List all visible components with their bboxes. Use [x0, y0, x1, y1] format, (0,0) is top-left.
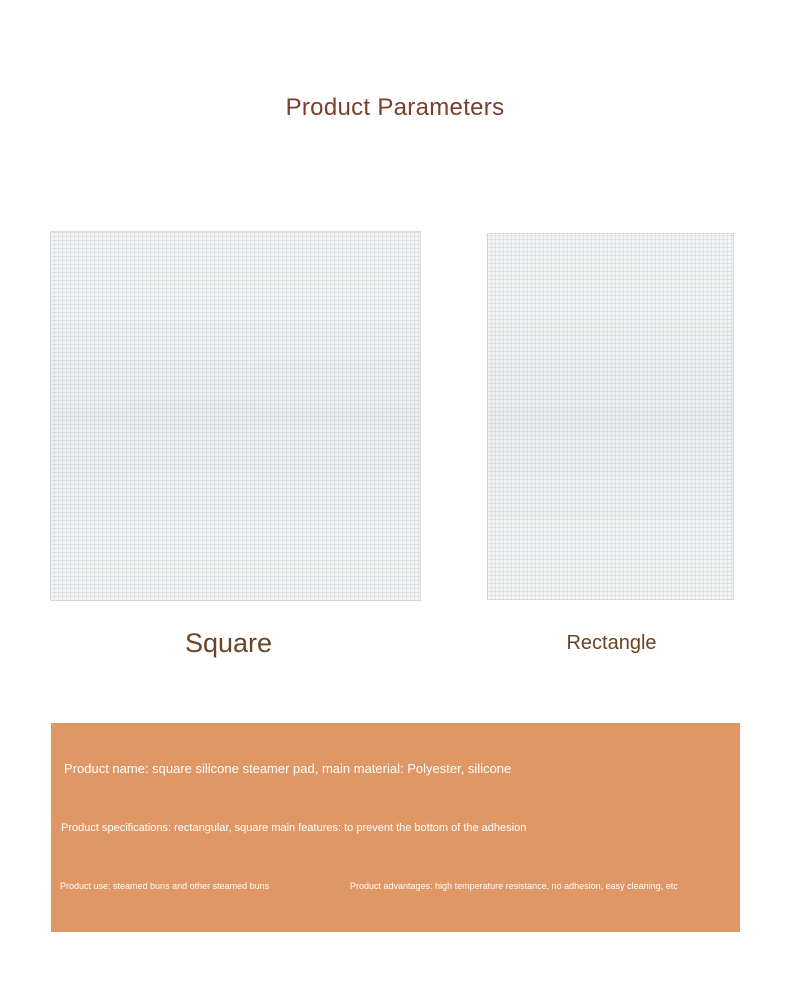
page-title: Product Parameters [285, 94, 505, 121]
product-specifications-line: Product specifications: rectangular, square main features: to prevent the bottom of the adhesion [61, 822, 527, 834]
product-info-panel [51, 723, 740, 932]
square-steamer-pad-image [50, 231, 421, 601]
rectangle-label: Rectangle [566, 632, 657, 654]
square-label: Square [184, 628, 273, 658]
product-advantages-line: Product advantages: high temperature resistance, no adhesion, easy cleaning, etc [350, 881, 678, 891]
rectangle-steamer-pad-image [487, 233, 734, 600]
product-name-line: Product name: square silicone steamer pad, main material: Polyester, silicone [64, 761, 512, 776]
product-use-line: Product use: steamed buns and other steamed buns [60, 881, 270, 891]
